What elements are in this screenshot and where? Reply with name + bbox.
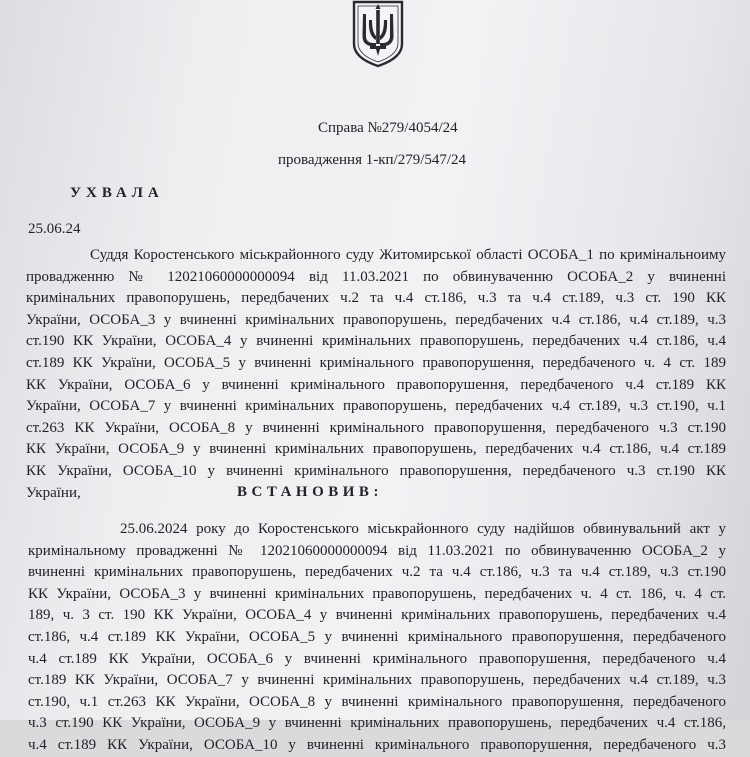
text-line: КК України, ОСОБА_10 у вчиненні кримінального правопорушення, передбаченого ч.3 ст.190 КК [26,462,726,479]
text-line: ч.4 ст.189 КК України, ОСОБА_6 у вчиненні кримінального правопорушення, передбаченого ч.4 [28,650,726,667]
text-line: ч.3 ст.190 КК України, ОСОБА_9 у вчиненні кримінальних правопорушень, передбачених ч.4 ст.186, [28,715,726,732]
text-line: кримінальних правопорушень, передбачених ч.2 та ч.4 ст.186, ч.3 та ч.4 ст.189, ч.3 ст. 190 КК [26,290,726,307]
text-line: КК України, ОСОБА_9 у вчиненні кримінальних правопорушень, передбачених ч.4 ст.186, ч.4 ст.189 [26,441,726,458]
text-line: Суддя Коростенського міськрайонного суду Житомирської області ОСОБА_1 по кримінальноиму [90,247,726,263]
text-line: України, [26,484,81,501]
text-line: ст.190 КК України, ОСОБА_4 у вчиненні кримінальних правопорушень, передбачених ч.4 ст.186, ч.4 [26,333,726,350]
text-line: ч.4 ст.189 КК України, ОСОБА_10 у вчиненні кримінального правопорушення, передбаченого ч.3 [28,736,726,753]
text-line: ст.189 КК України, ОСОБА_7 у вчиненні кримінальних правопорушень, передбачених ч.4 ст.189, ч.3 [28,672,726,689]
proceeding-number: провадження 1-кп/279/547/24 [278,152,467,168]
text-line: ст.186, ч.4 ст.189 КК України, ОСОБА_5 у вчиненні кримінального правопорушення, передбаченого [28,628,726,645]
document-title: УХВАЛА [70,185,164,201]
text-line: України, ОСОБА_7 у вчиненні кримінальних правопорушень, передбачених ч.4 ст.189, ч.3 ст.190, ч.1 [26,398,726,415]
text-line: вчиненні кримінальних правопорушень, передбачених ч.2 та ч.4 ст.186, ч.3 та ч.4 ст.189, ч.3 ст.190 [28,564,726,581]
text-line: КК України, ОСОБА_3 у вчиненні кримінальних правопорушень, передбачених ч. 4 ст. 186, ч. 4 ст. [28,585,726,602]
established-heading: ВСТАНОВИВ: [237,484,383,500]
text-line: ст.263 КК України, ОСОБА_8 у вчиненні кримінального правопорушення, передбаченого ч.3 ст.190 [26,419,726,436]
text-line: 189, ч. 3 ст. 190 КК України, ОСОБА_4 у вчиненні кримінальних правопорушень, передбачених ч.4 [28,607,726,624]
text-line: ст.189 КК України, ОСОБА_5 у вчиненні кримінального правопорушення, передбаченого ч. 4 ст. 189 [26,354,726,371]
text-line: 25.06.2024 року до Коростенського міськрайонного суду надійшов обвинувальний акт у [120,521,726,537]
text-line: КК України, ОСОБА_6 у вчиненні кримінального правопорушення, передбаченого ч.4 ст.189 КК [26,376,726,393]
coat-of-arms-icon [350,0,406,68]
text-line: кримінальному провадженні № 12021060000000094 від 11.03.2021 по обвинуваченню ОСОБА_2 у [28,542,726,559]
document-date: 25.06.24 [28,221,81,237]
case-number: Справа №279/4054/24 [318,120,458,136]
text-line: ст.190, ч.1 ст.263 КК України, ОСОБА_8 у вчиненні кримінального правопорушення, передбаченого [28,693,726,710]
text-line: України, ОСОБА_3 у вчиненні кримінальних правопорушень, передбачених ч.4 ст.186, ч.4 ст.189, ч.3 [26,311,726,328]
ruling-paragraph [26,245,726,504]
text-line: провадженню № 12021060000000094 від 11.03.2021 по обвинуваченню ОСОБА_2 у вчиненні [26,268,726,285]
established-paragraph [28,519,726,757]
